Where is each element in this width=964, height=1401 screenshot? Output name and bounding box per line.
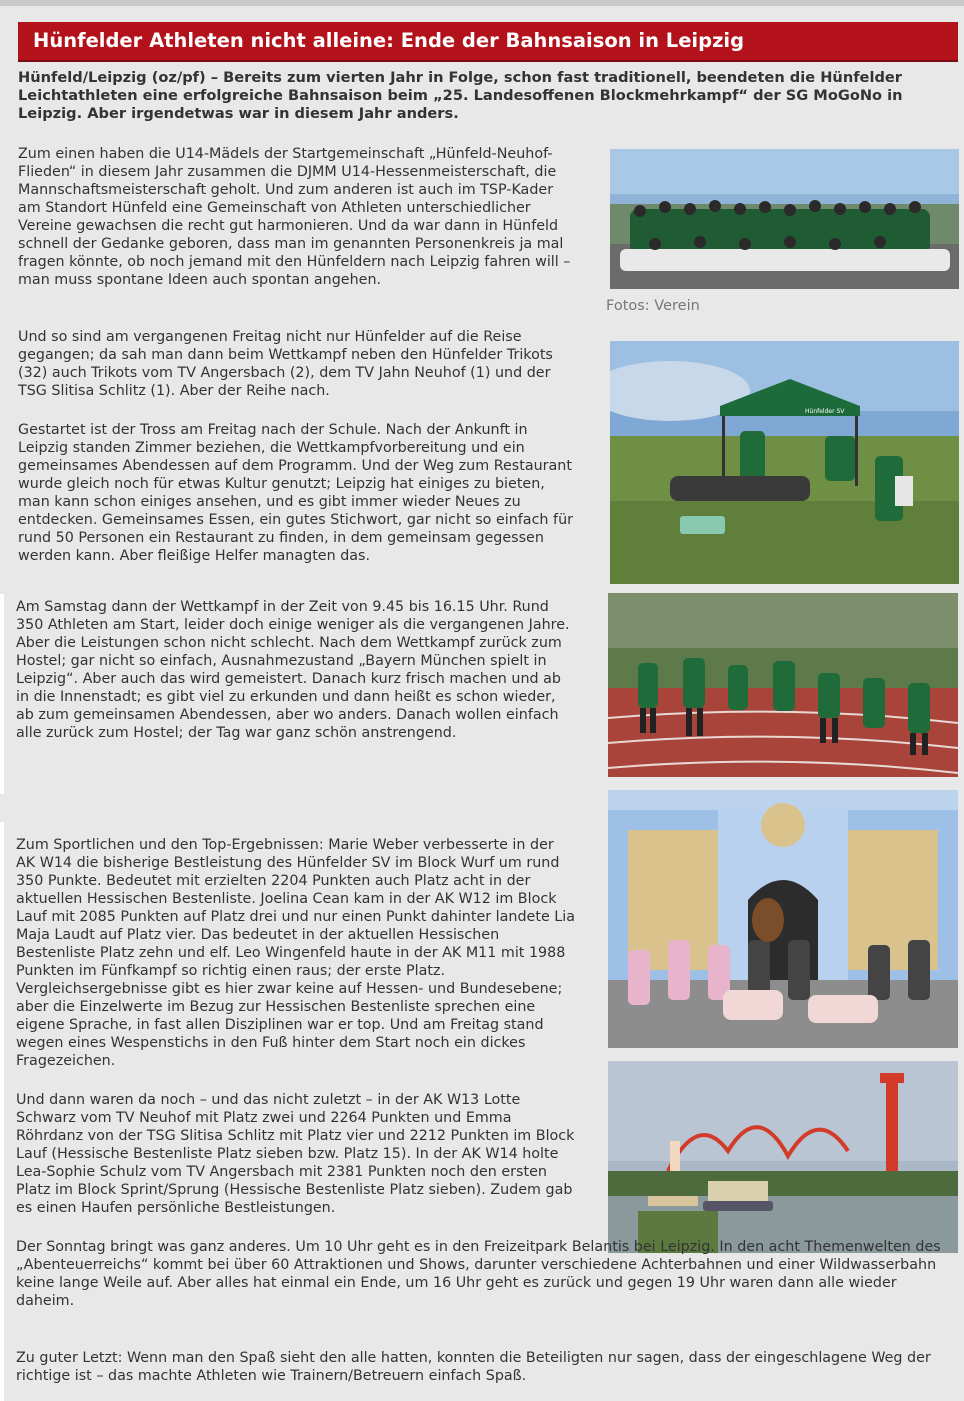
paragraph-6: Und dann waren da noch – und das nicht zuletzt – in der AK W13 Lotte Schwarz vom TV Neuhof mit Platz zwei und 2264 Punkten und Emma Röhrdanz von der TSG Slitisa Schlitz mit Platz vier und 2212 Punkten im Block Lauf (Hessische Bestenliste Platz sieben bzw. Platz 15). In der AK W14 holte Lea-Sophie Schulz vom TV Angersbach mit 2381 Punkten noch den ersten Platz im Block Sprint/Sprung (Hessische Bestenliste Platz sieben). Zudem gab es einen Haufen persönliche Bestleistungen. <box>16 1092 575 1216</box>
left-edge-bar <box>0 822 4 1401</box>
paragraph-1: Zum einen haben die U14-Mädels der Startgemeinschaft „Hünfeld-Neuhof-Flieden“ in diesem Jahr zusammen die DJMM U14-Hessenmeisterschaft, die Mannschaftsmeisterschaft geholt. Und zum anderen ist auch im TSP-Kader am Standort Hünfeld eine Gemeinschaft von Athleten unterschiedlicher Vereine gewachsen die recht gut harmonieren. Und da war dann in Hünfeld schnell der Gedanke geboren, dass man im genannten Personenkreis ja mal fragen könnte, ob noch jemand mit den Hünfeldern nach Leipzig fahren will – man muss spontane Ideen auch spontan angehen. <box>18 146 571 288</box>
tent-label: Hünfelder SV <box>805 408 845 415</box>
castle-photo <box>608 790 958 1048</box>
left-edge-bar <box>0 594 4 794</box>
paragraph-5: Zum Sportlichen und den Top-Ergebnissen: Marie Weber verbesserte in der AK W14 die bisherige Bestleistung des Hünfelder SV im Block Wurf um rund 350 Punkte. Bedeutet mit erzielten 2204 Punkten auch Platz acht in der aktuellen Hessischen Bestenliste. Joelina Cean kam in der AK W12 im Block Lauf mit 2085 Punkten auf Platz drei und nur einen Punkt dahinter landete Lia Maja Laudt auf Platz vier. Das bedeutet in der aktuellen Hessischen Bestenliste Platz zehn und elf. Leo Wingenfeld haute in der AK M11 mit 1988 Punkten im Fünfkampf so richtig einen raus; der erste Platz. Vergleichsergebnisse gibt es hier zwar keine auf Hessen- und Bundesebene; aber die Einzelwerte im Bezug zur Hessischen Bestenliste sprechen eine eigene Sprache, in fast allen Disziplinen war er top. Und am Freitag stand wegen eines Wespenstichs in den Fuß hinter dem Start noch ein dickes Fragezeichen. <box>16 837 575 1069</box>
top-divider <box>0 0 964 6</box>
team-photo <box>610 149 959 289</box>
paragraph-8: Zu guter Letzt: Wenn man den Spaß sieht den alle hatten, konnten die Beteiligten nur sagen, dass der eingeschlagene Weg der richtige ist – das machte Athleten wie Trainern/Betreuern einfach Spaß. <box>16 1350 931 1384</box>
paragraph-4: Am Samstag dann der Wettkampf in der Zeit von 9.45 bis 16.15 Uhr. Rund 350 Athleten am Start, leider doch einige weniger als die vergangenen Jahre. Aber die Leistungen schon nicht schlecht. Nach dem Wettkampf zurück zum Hostel; gar nicht so einfach, Ausnahmezustand „Bayern München spielt in Leipzig“. Aber auch das wird gemeistert. Danach kurz frisch machen und ab in die Innenstadt; es gibt viel zu erkunden und dann heißt es schon wieder, ab zum gemeinsamen Abendessen, aber wo anders. Danach wollen einfach alle zurück zum Hostel; der Tag war ganz schön anstrengend. <box>16 599 570 741</box>
paragraph-7: Der Sonntag bringt was ganz anderes. Um 10 Uhr geht es in den Freizeitpark Belantis bei Leipzig. In den acht Themenwelten des „Abenteuerreichs“ kommt bei über 60 Attraktionen und Shows, darunter verschiedene Achterbahnen und einer Wildwasserbahn keine lange Weile auf. Aber alles hat einmal ein Ende, um 16 Uhr geht es zurück und gegen 19 Uhr waren dann alle wieder daheim. <box>16 1239 941 1309</box>
track-photo <box>608 593 958 777</box>
paragraph-2: Und so sind am vergangenen Freitag nicht nur Hünfelder auf die Reise gegangen; da sah man dann beim Wettkampf neben den Hünfelder Trikots (32) auch Trikots vom TV Angersbach (2), dem TV Jahn Neuhof (1) und der TSG Slitisa Schlitz (1). Aber der Reihe nach. <box>18 329 553 399</box>
article-lead: Hünfeld/Leipzig (oz/pf) – Bereits zum vierten Jahr in Folge, schon fast traditionell, beendeten die Hünfelder Leichtathleten eine erfolgreiche Bahnsaison beim „25. Landesoffenen Blockmehrkampf“ der SG MoGoNo in Leipzig. Aber irgendetwas war in diesem Jahr anders. <box>18 69 903 122</box>
photo-caption: Fotos: Verein <box>606 298 700 314</box>
park-photo <box>608 1061 958 1253</box>
tent-photo <box>610 341 959 584</box>
article-title: Hünfelder Athleten nicht alleine: Ende der Bahnsaison in Leipzig <box>33 29 745 52</box>
article-title-bar <box>18 22 958 62</box>
paragraph-3: Gestartet ist der Tross am Freitag nach der Schule. Nach der Ankunft in Leipzig standen Zimmer beziehen, die Wettkampfvorbereitung und ein gemeinsames Abendessen auf dem Programm. Und der Weg zum Restaurant wurde gleich noch für etwas Kultur genutzt; Leipzig hat einiges zu bieten, man kann schon einiges ansehen, und es gibt immer wieder Neues zu entdecken. Gemeinsames Essen, ein gutes Stichwort, gar nicht so einfach für rund 50 Personen ein Restaurant zu finden, in dem gemeinsam gegessen werden kann. Aber fleißige Helfer managten das. <box>18 422 574 564</box>
